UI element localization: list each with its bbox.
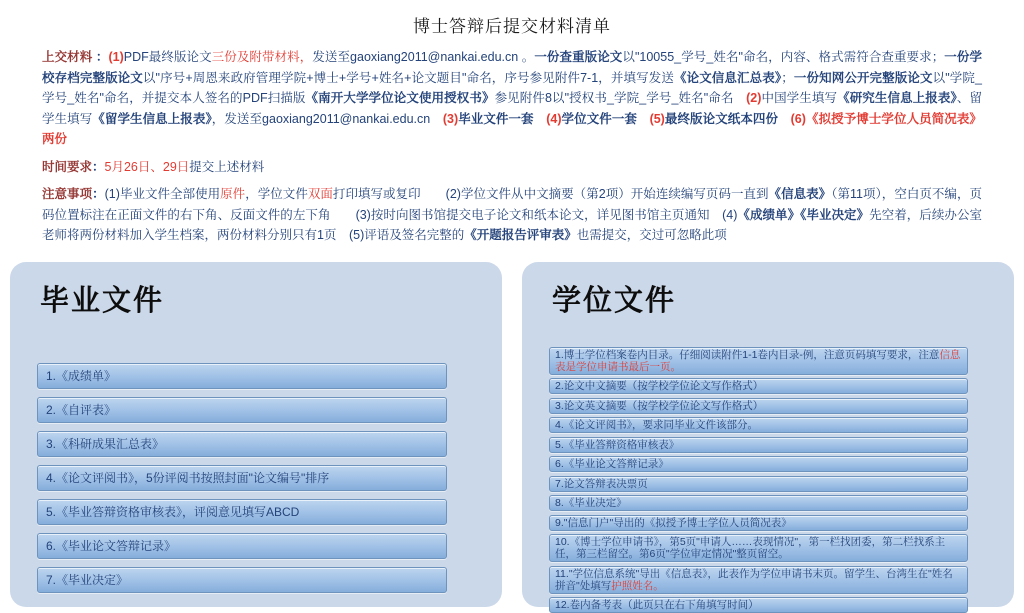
- text-run: 1.博士学位档案卷内目录。仔细阅读附件1-1卷内目录-例，注意页码填写要求，注意: [555, 349, 939, 361]
- checklist-item[interactable]: [549, 495, 968, 511]
- text-run: 发送至gaoxiang2011@nankai.edu.cn 。: [312, 50, 534, 64]
- text-run: 时间要求: [42, 160, 92, 174]
- text-run: 5.《毕业答辩资格审核表》，评阅意见填写ABCD: [46, 505, 299, 519]
- checklist-item[interactable]: [37, 499, 447, 525]
- text-run: ；: [781, 71, 794, 85]
- text-run: (4): [546, 112, 561, 126]
- checklist-item[interactable]: [37, 363, 447, 389]
- text-run: ：: [92, 160, 105, 174]
- text-run: (1)毕业文件全部使用: [105, 187, 221, 201]
- text-run: 《留学生信息上报表》: [92, 112, 211, 126]
- text-run: 学位文件一套: [561, 112, 649, 126]
- checklist-item[interactable]: [549, 347, 968, 375]
- time-paragraph: [42, 157, 982, 178]
- text-run: 中国学生填写: [761, 91, 837, 105]
- text-run: 4.《论文评阅书》，5份评阅书按照封面"论文编号"排序: [46, 471, 329, 485]
- text-run: (1): [108, 50, 123, 64]
- text-run: 《研究生信息上报表》: [837, 91, 957, 105]
- checklist-item[interactable]: [549, 597, 968, 613]
- text-run: 原件: [220, 187, 245, 201]
- text-run: 7.《毕业决定》: [46, 573, 128, 587]
- checklist-item[interactable]: [549, 566, 968, 594]
- text-run: 双面: [308, 187, 333, 201]
- text-run: 2.《自评表》: [46, 403, 116, 417]
- text-run: 3.论文英文摘要（按学校学位论文写作格式）: [555, 400, 763, 412]
- text-run: 5.《毕业答辩资格审核表》: [555, 439, 679, 451]
- text-run: 信息表是学位申请书最后一页。: [555, 349, 960, 373]
- text-run: 《成绩单》《毕业决定》: [737, 208, 869, 222]
- materials-paragraph: [42, 47, 982, 150]
- text-run: 12.卷内备考表（此页只在右下角填写时间）: [555, 599, 759, 611]
- text-run: 6.《毕业论文答辩记录》: [555, 458, 669, 470]
- text-run: ，学位文件: [245, 187, 308, 201]
- text-run: 《开题报告评审表》: [464, 228, 577, 242]
- checklist-item[interactable]: [549, 437, 968, 453]
- text-run: 注意事项: [42, 187, 92, 201]
- text-run: 《南开大学学位论文使用授权书》: [306, 91, 495, 105]
- page-title: 博士答辩后提交材料清单: [0, 12, 1024, 37]
- text-run: 2.论文中文摘要（按学校学位论文写作格式）: [555, 380, 763, 392]
- text-run: 《信息表》: [769, 187, 832, 201]
- text-run: (2): [746, 91, 761, 105]
- text-run: PDF最终版论文: [124, 50, 212, 64]
- checklist-item[interactable]: [549, 476, 968, 492]
- checklist-item[interactable]: [549, 378, 968, 394]
- panel-graduation-documents: [10, 262, 502, 607]
- checklist-item[interactable]: [549, 456, 968, 472]
- text-run: 先空着，后续办公室老师将两份材料加入学生档案，两份材料分别只有1页 (5)评语及签名完整的: [42, 208, 982, 243]
- checklist-item[interactable]: [549, 398, 968, 414]
- text-run: 8.《毕业决定》: [555, 497, 627, 509]
- text-run: (5): [650, 112, 665, 126]
- text-run: 1.《成绩单》: [46, 369, 116, 383]
- checklist-item[interactable]: [37, 533, 447, 559]
- degree-items-list: [549, 347, 968, 613]
- text-run: 以"10055_学号_姓名"命名，内容、格式需符合查重要求；: [622, 50, 944, 64]
- text-run: (3): [443, 112, 458, 126]
- text-run: （第11项），空白页不编，页码位置标注在正面文件的右下角、反面文件的左下角 (3)按时向图书馆提交电子论文和纸本论文，详见图书馆主页通知 (4): [42, 187, 982, 222]
- checklist-item[interactable]: [549, 417, 968, 433]
- text-run: 上交材料: [42, 50, 92, 64]
- checklist-item[interactable]: [37, 465, 447, 491]
- checklist-item[interactable]: [37, 431, 447, 457]
- text-run: 7.论文答辩表决票页: [555, 478, 648, 490]
- panel-graduation-title: 毕业文件: [10, 262, 502, 319]
- text-run: (6): [791, 112, 806, 126]
- checklist-item[interactable]: [549, 515, 968, 531]
- text-run: 护照姓名。: [611, 580, 664, 592]
- text-run: 参见附件8以"授权书_学院_学号_姓名"命名: [495, 91, 747, 105]
- text-run: 10.《博士学位申请书》，第5页"申请人……表现情况"，第一栏找团委，第二栏找系主任，第三栏留空。第6页"学位审定情况"整页留空。: [555, 536, 945, 560]
- notice-paragraph: [42, 184, 982, 246]
- text-run: 6.《毕业论文答辩记录》: [46, 539, 176, 553]
- text-run: 9."信息门户"导出的《拟授予博士学位人员简况表》: [555, 517, 792, 529]
- text-run: 4.《论文评阅书》，要求同毕业文件该部分。: [555, 419, 758, 431]
- text-run: 11."学位信息系统"导出《信息表》，此表作为学位申请书末页。留学生、台湾生在"姓名拼音"处填写: [555, 568, 953, 592]
- text-run: ：: [92, 187, 105, 201]
- text-run: 以"序号+周恩来政府管理学院+博士+学号+姓名+论文题目"命名，序号参见附件7-1，并填写发送: [143, 71, 674, 85]
- checklist-item[interactable]: [549, 534, 968, 562]
- text-run: 《论文信息汇总表》: [674, 71, 781, 85]
- graduation-items-list: [37, 363, 447, 593]
- text-run: 提交上述材料: [189, 160, 264, 174]
- notes-section: [42, 47, 982, 246]
- text-run: ：: [92, 50, 108, 64]
- text-run: 5月26日、29日: [105, 160, 190, 174]
- text-run: 最终版论文纸本四份: [665, 112, 791, 126]
- text-run: 以"学院_学号_姓名"命名，并提交本人签名的PDF扫描版: [42, 71, 982, 106]
- text-run: 一份查重版论文: [534, 50, 622, 64]
- text-run: 《拟授予博士学位人员简况表》两份: [42, 112, 982, 147]
- text-run: 、留学生填写: [42, 91, 982, 126]
- panel-degree-title: 学位文件: [522, 262, 1014, 319]
- panels-row: [10, 262, 1014, 607]
- panel-degree-documents: [522, 262, 1014, 607]
- checklist-item[interactable]: [37, 397, 447, 423]
- text-run: 一份知网公开完整版论文: [794, 71, 933, 85]
- checklist-item[interactable]: [37, 567, 447, 593]
- text-run: 打印填写或复印 (2)学位文件从中文摘要（第2项）开始连续编写页码一直到: [333, 187, 769, 201]
- text-run: 毕业文件一套: [458, 112, 546, 126]
- text-run: 也需提交，交过可忽略此项: [577, 228, 727, 242]
- text-run: 三份及附带材料，: [212, 50, 313, 64]
- text-run: 3.《科研成果汇总表》: [46, 437, 164, 451]
- text-run: ，发送至gaoxiang2011@nankai.edu.cn: [212, 112, 443, 126]
- text-run: 一份学校存档完整版论文: [42, 50, 982, 85]
